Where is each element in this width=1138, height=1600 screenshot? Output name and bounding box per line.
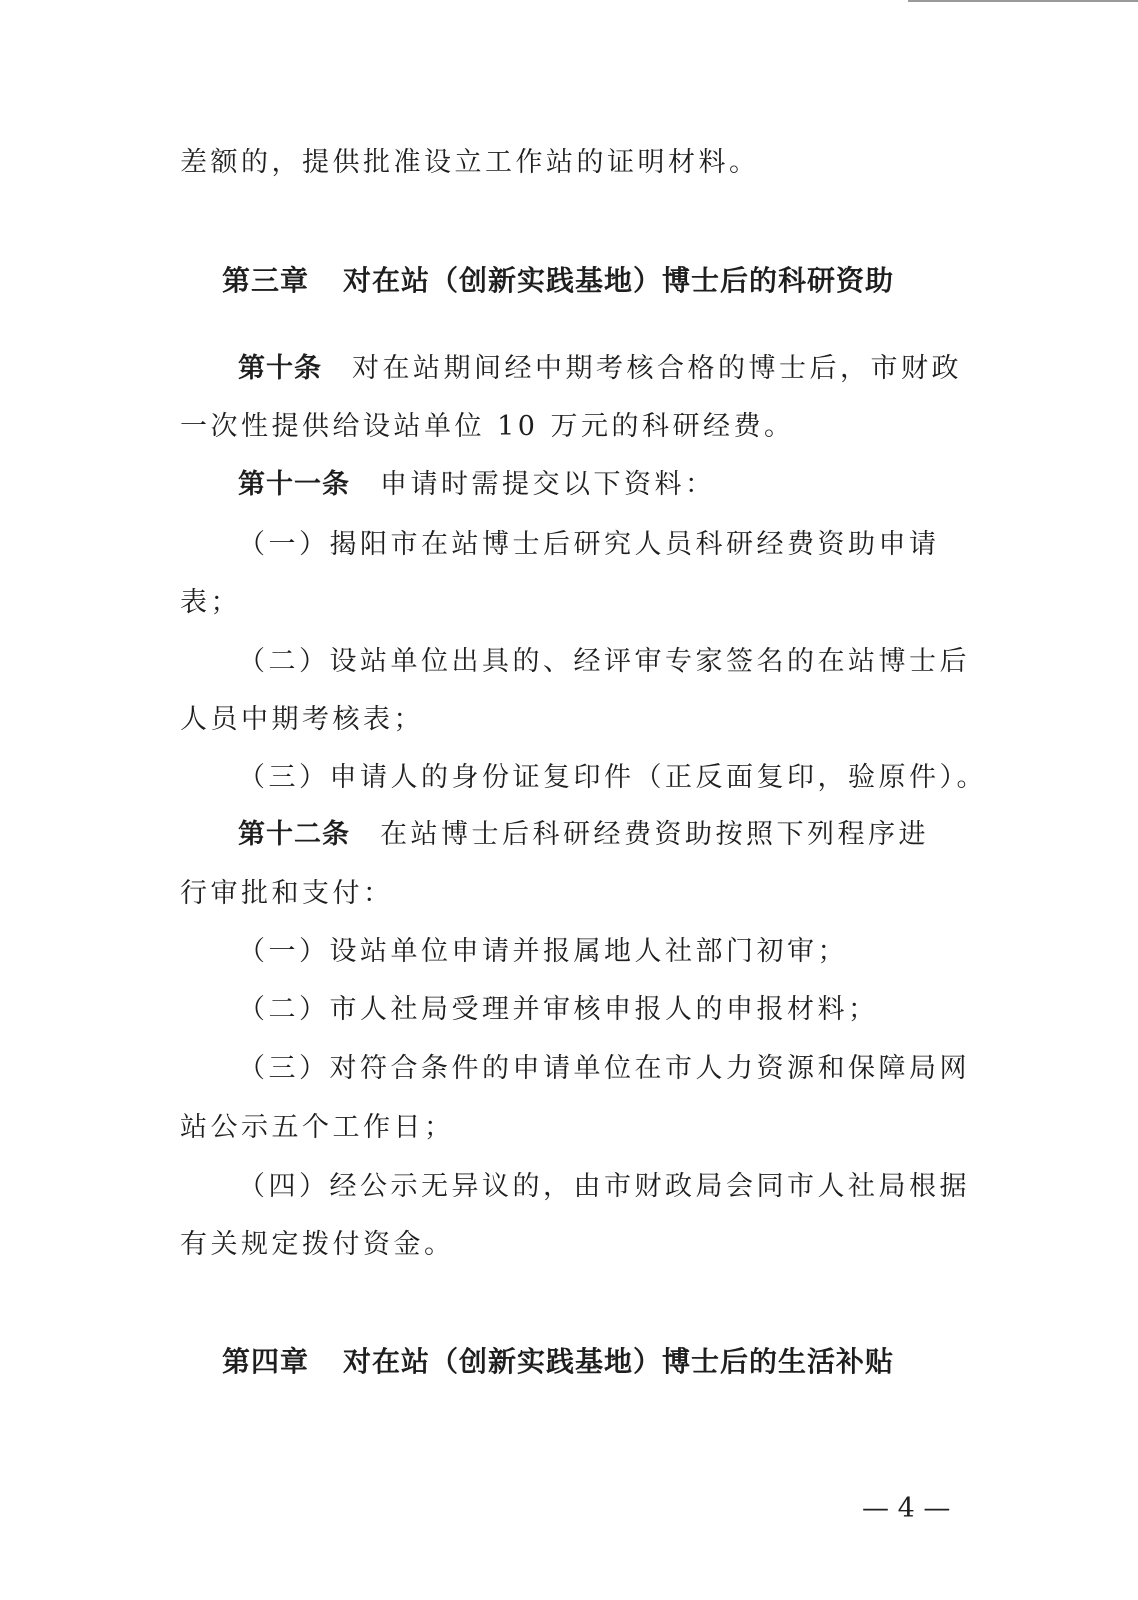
- list-item: （三）申请人的身份证复印件（正反面复印，验原件）。: [238, 762, 987, 793]
- article-text: 在站博士后科研经费资助按照下列程序进: [380, 819, 929, 850]
- list-item: （一）设站单位申请并报属地人社部门初审；: [238, 936, 848, 967]
- chapter-3-heading: [222, 263, 894, 299]
- paragraph-line: 表；: [180, 587, 241, 618]
- article-label: 第十二条: [238, 819, 350, 850]
- page-edge-line: [908, 0, 1138, 2]
- list-item: （二）设站单位出具的、经评审专家签名的在站博士后: [238, 646, 970, 677]
- article-10: [238, 352, 962, 386]
- paragraph-line: 一次性提供给设站单位 10 万元的科研经费。: [180, 411, 795, 442]
- article-text: 申请时需提交以下资料：: [380, 469, 716, 500]
- chapter-title: 对在站（创新实践基地）博士后的科研资助: [343, 264, 895, 297]
- article-12: [238, 818, 929, 852]
- chapter-number: 第三章: [222, 264, 310, 297]
- list-item: （四）经公示无异议的，由市财政局会同市人社局根据: [238, 1171, 970, 1202]
- chapter-4-heading: [222, 1344, 894, 1380]
- paragraph-line: 人员中期考核表；: [180, 704, 424, 735]
- list-item: （二）市人社局受理并审核申报人的申报材料；: [238, 994, 879, 1025]
- paragraph-line: 行审批和支付：: [180, 878, 394, 909]
- paragraph-line: 有关规定拨付资金。: [180, 1229, 455, 1260]
- chapter-title: 对在站（创新实践基地）博士后的生活补贴: [343, 1345, 895, 1378]
- article-11: [238, 468, 716, 502]
- list-item: （一）揭阳市在站博士后研究人员科研经费资助申请: [238, 529, 940, 560]
- list-item: （三）对符合条件的申请单位在市人力资源和保障局网: [238, 1053, 970, 1084]
- chapter-number: 第四章: [222, 1345, 310, 1378]
- paragraph-line: 差额的，提供批准设立工作站的证明材料。: [180, 147, 760, 178]
- paragraph-line: 站公示五个工作日；: [180, 1112, 455, 1143]
- article-label: 第十条: [238, 353, 322, 384]
- page-number: — 4 —: [862, 1493, 951, 1524]
- article-label: 第十一条: [238, 469, 350, 500]
- article-text: 对在站期间经中期考核合格的博士后，市财政: [352, 353, 962, 384]
